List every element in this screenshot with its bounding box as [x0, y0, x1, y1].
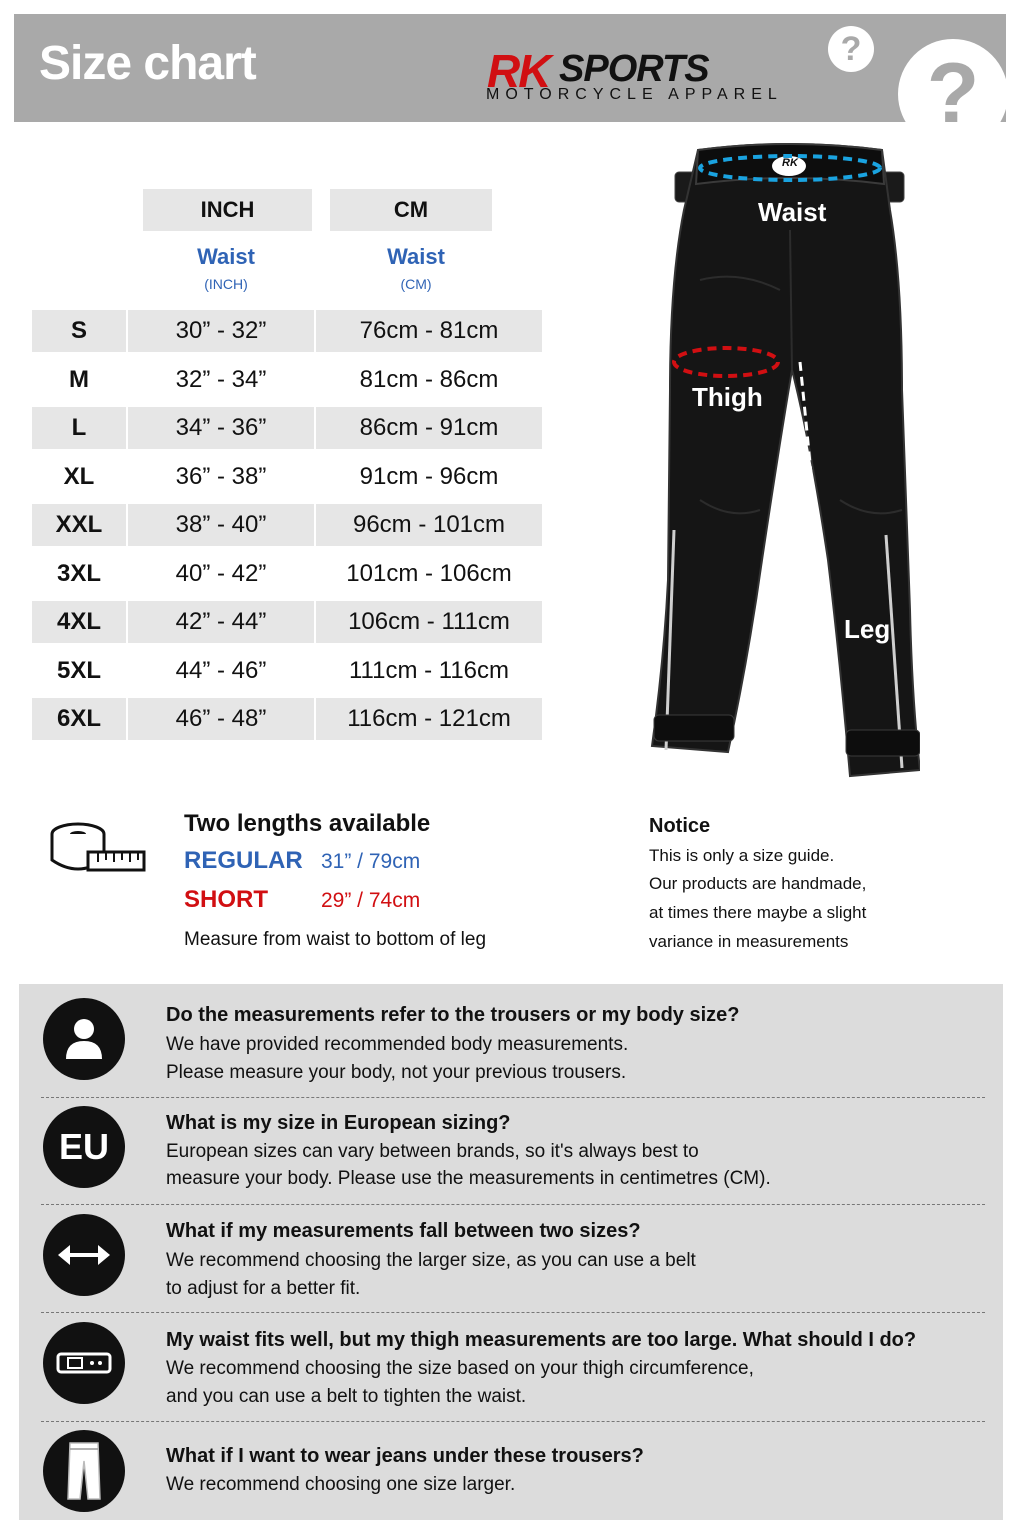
- cm-measure-label: Waist: [387, 244, 445, 269]
- faq-divider: [41, 1097, 985, 1098]
- eu-icon: EU: [43, 1106, 125, 1188]
- faq-answer: We have provided recommended body measurements.: [166, 1034, 629, 1055]
- table-row: [32, 310, 542, 352]
- size-cell: 3XL: [56, 559, 101, 587]
- faq-answer: to adjust for a better fit.: [166, 1278, 361, 1299]
- notice-title: Notice: [649, 815, 711, 837]
- size-cell: 4XL: [32, 601, 126, 643]
- cm-cell: 101cm - 106cm: [346, 559, 512, 587]
- trousers-diagram: [640, 140, 920, 790]
- faq-question: Do the measurements refer to the trousers or my body size?: [166, 1004, 740, 1026]
- person-icon: [43, 998, 125, 1080]
- inch-cell: 44” - 46”: [175, 656, 267, 684]
- regular-label: REGULAR: [184, 847, 303, 874]
- faq-divider: [41, 1312, 985, 1313]
- brand-logo-sports: SPORTS: [559, 48, 709, 90]
- inch-cell: 46” - 48”: [128, 698, 314, 740]
- size-cell: 5XL: [56, 656, 101, 684]
- size-cell: S: [32, 310, 126, 352]
- size-table: [32, 310, 542, 747]
- regular-value: 31” / 79cm: [321, 850, 421, 873]
- inch-cell: 42” - 44”: [128, 601, 314, 643]
- rk-badge: RK: [782, 157, 798, 169]
- faq-divider: [41, 1421, 985, 1422]
- tape-measure-icon: [48, 820, 148, 885]
- table-row: [32, 553, 542, 595]
- table-row: [32, 504, 542, 546]
- cm-cell: 116cm - 121cm: [316, 698, 542, 740]
- size-cell: M: [69, 365, 89, 393]
- thigh-label: Thigh: [692, 382, 763, 412]
- help-icon: ?: [898, 39, 1006, 122]
- brand-tagline: MOTORCYCLE APPAREL: [486, 86, 783, 103]
- lengths-title: Two lengths available: [184, 810, 431, 837]
- table-row: [32, 698, 542, 740]
- faq-question: What if my measurements fall between two sizes?: [166, 1220, 641, 1242]
- brand-logo-rk: RK: [487, 45, 550, 97]
- cm-cell: 111cm - 116cm: [348, 656, 510, 684]
- size-cell: XL: [63, 462, 95, 490]
- faq-answer: We recommend choosing one size larger.: [166, 1474, 516, 1495]
- notice-line: This is only a size guide.: [649, 846, 835, 865]
- faq-question: What if I want to wear jeans under these trousers?: [166, 1445, 644, 1467]
- faq-answer: European sizes can vary between brands, so it's always best to: [166, 1141, 699, 1162]
- inch-cell: 34” - 36”: [128, 407, 314, 449]
- table-row: [32, 456, 542, 498]
- inch-cell: 40” - 42”: [175, 559, 267, 587]
- faq-panel: [19, 984, 1003, 1520]
- faq-answer: We recommend choosing the larger size, as you can use a belt: [166, 1250, 696, 1271]
- table-row: [32, 407, 542, 449]
- faq-divider: [41, 1204, 985, 1205]
- faq-answer: and you can use a belt to tighten the waist.: [166, 1386, 527, 1407]
- double-arrow-icon: [43, 1214, 125, 1296]
- page-title: Size chart: [39, 37, 256, 90]
- faq-question: What is my size in European sizing?: [166, 1112, 511, 1134]
- table-row: [32, 359, 542, 401]
- short-label: SHORT: [184, 886, 268, 913]
- faq-answer: Please measure your body, not your previous trousers.: [166, 1062, 627, 1083]
- help-small-icon: ?: [828, 26, 874, 72]
- short-value: 29” / 74cm: [321, 889, 421, 912]
- size-cell: L: [32, 407, 126, 449]
- inch-cell: 36” - 38”: [175, 462, 267, 490]
- inch-cell: 30” - 32”: [128, 310, 314, 352]
- length-note: Measure from waist to bottom of leg: [184, 929, 487, 950]
- cm-unit-label: (CM): [400, 276, 432, 292]
- notice-line: variance in measurements: [649, 932, 849, 951]
- cm-cell: 81cm - 86cm: [359, 365, 499, 393]
- notice-line: Our products are handmade,: [649, 874, 867, 893]
- table-row: [32, 601, 542, 643]
- inch-cell: 38” - 40”: [128, 504, 314, 546]
- faq-answer: We recommend choosing the size based on your thigh circumference,: [166, 1358, 754, 1379]
- size-cell: XXL: [32, 504, 126, 546]
- trousers-illustration: [640, 140, 920, 790]
- header-banner: [14, 14, 1006, 122]
- table-row: [32, 650, 542, 692]
- cm-cell: 76cm - 81cm: [316, 310, 542, 352]
- column-header-cm: CM: [330, 189, 492, 231]
- jeans-icon: [43, 1430, 125, 1512]
- faq-answer: measure your body. Please use the measurements in centimetres (CM).: [166, 1168, 771, 1189]
- cm-cell: 106cm - 111cm: [316, 601, 542, 643]
- leg-label: Leg: [844, 614, 891, 644]
- inch-cell: 32” - 34”: [175, 365, 267, 393]
- notice-line: at times there maybe a slight: [649, 903, 867, 922]
- belt-icon: [43, 1322, 125, 1404]
- faq-question: My waist fits well, but my thigh measurements are too large. What should I do?: [166, 1329, 917, 1351]
- cm-cell: 96cm - 101cm: [316, 504, 542, 546]
- inch-measure-label: Waist: [197, 244, 255, 269]
- size-cell: 6XL: [32, 698, 126, 740]
- cm-cell: 91cm - 96cm: [359, 462, 499, 490]
- inch-unit-label: (INCH): [204, 276, 248, 292]
- column-header-inch: INCH: [143, 189, 312, 231]
- cm-cell: 86cm - 91cm: [316, 407, 542, 449]
- waist-label: Waist: [758, 197, 827, 227]
